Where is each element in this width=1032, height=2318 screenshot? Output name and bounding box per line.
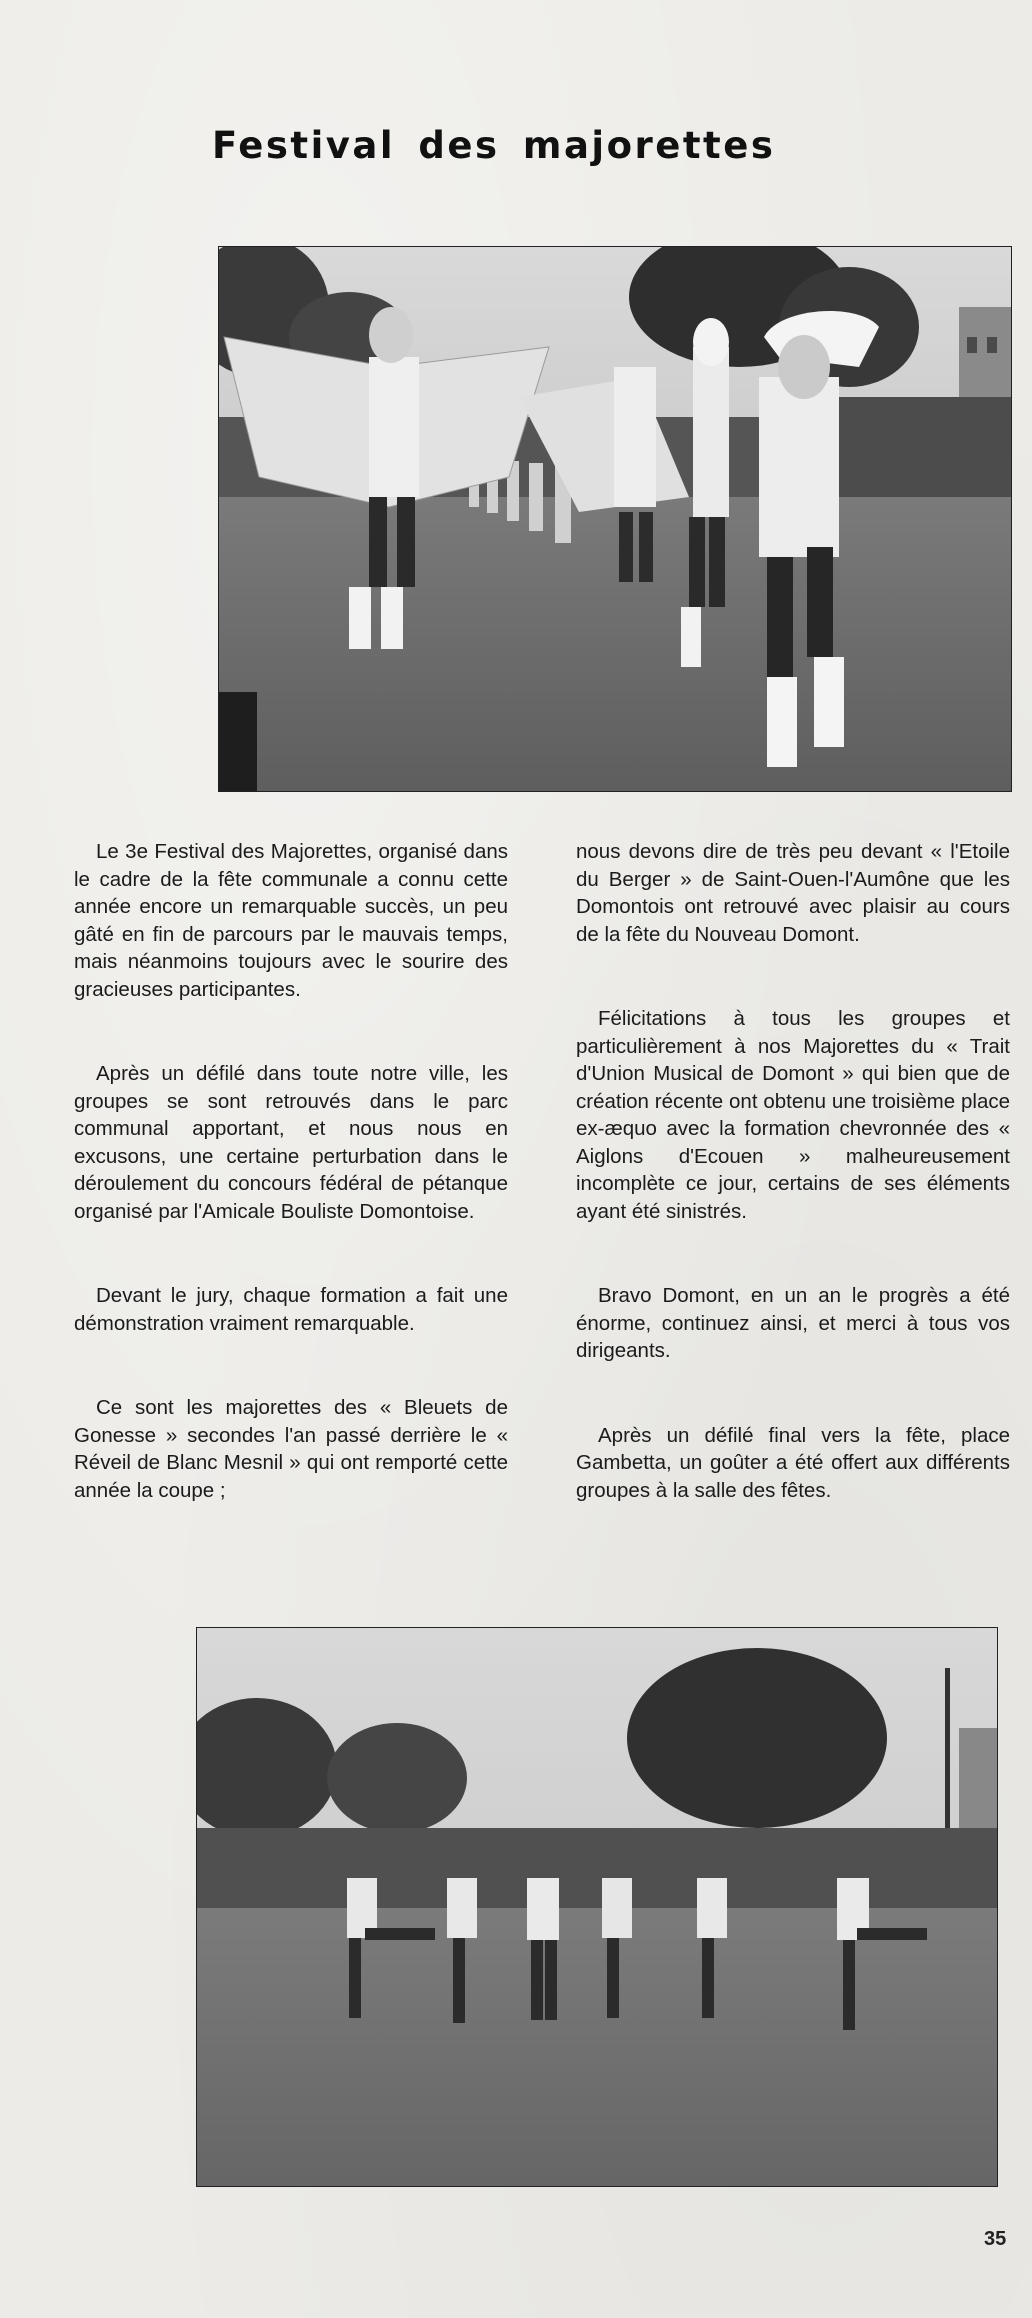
- paragraph: Le 3e Festival des Majorettes, organisé dans le cadre de la fête communale a connu cette année encore un remarquable succès, un peu gâté en fin de parcours par le mauvais temps, mais néanmoins toujours avec le sourire des gracieuses participantes.: [74, 840, 508, 1001]
- top-photo: [218, 246, 1012, 792]
- paragraph: Après un défilé dans toute notre ville, les groupes se sont retrouvés dans le parc communal apportant, et nous nous en excusons, une certaine perturbation dans le déroulement du concours fédéral de pétanque organisé par l'Amicale Bouliste Domontoise.: [74, 1062, 508, 1223]
- paragraph: nous devons dire de très peu devant « l'Etoile du Berger » de Saint-Ouen-l'Aumône que les Domontois ont retrouvé avec plaisir au cours de la fête du Nouveau Domont.: [576, 840, 1010, 946]
- paragraph: Ce sont les majorettes des « Bleuets de Gonesse » secondes l'an passé derrière le « Réveil de Blanc Mesnil » qui ont remporté cette année la coupe ;: [74, 1396, 508, 1502]
- paragraph: Devant le jury, chaque formation a fait une démonstration vraiment remarquable.: [74, 1284, 508, 1335]
- paragraph: Bravo Domont, en un an le progrès a été énorme, continuez ainsi, et merci à tous vos dirigeants.: [576, 1284, 1010, 1362]
- paragraph: Après un défilé final vers la fête, place Gambetta, un goûter a été offert aux différents groupes à la salle des fêtes.: [576, 1423, 1010, 1502]
- page-number: 35: [984, 2228, 1007, 2250]
- bottom-photo: [196, 1627, 998, 2187]
- left-column: [74, 838, 508, 1561]
- bottom-photo-majorettes-kick: [197, 1628, 997, 2186]
- right-column: [576, 838, 1010, 1561]
- top-photo-majorettes-capes: [219, 247, 1011, 791]
- paragraph: Félicitations à tous les groupes et particulièrement à nos Majorettes du « Trait d'Union Musical de Domont » qui bien que de création récente ont obtenu une troisième place ex-æquo avec la formation chevronnée des « Aiglons d'Ecouen » malheureusement incomplète ce jour, certains de ses éléments ayant été sinistrés.: [576, 1007, 1010, 1223]
- article-title: Festival des majorettes: [212, 124, 776, 167]
